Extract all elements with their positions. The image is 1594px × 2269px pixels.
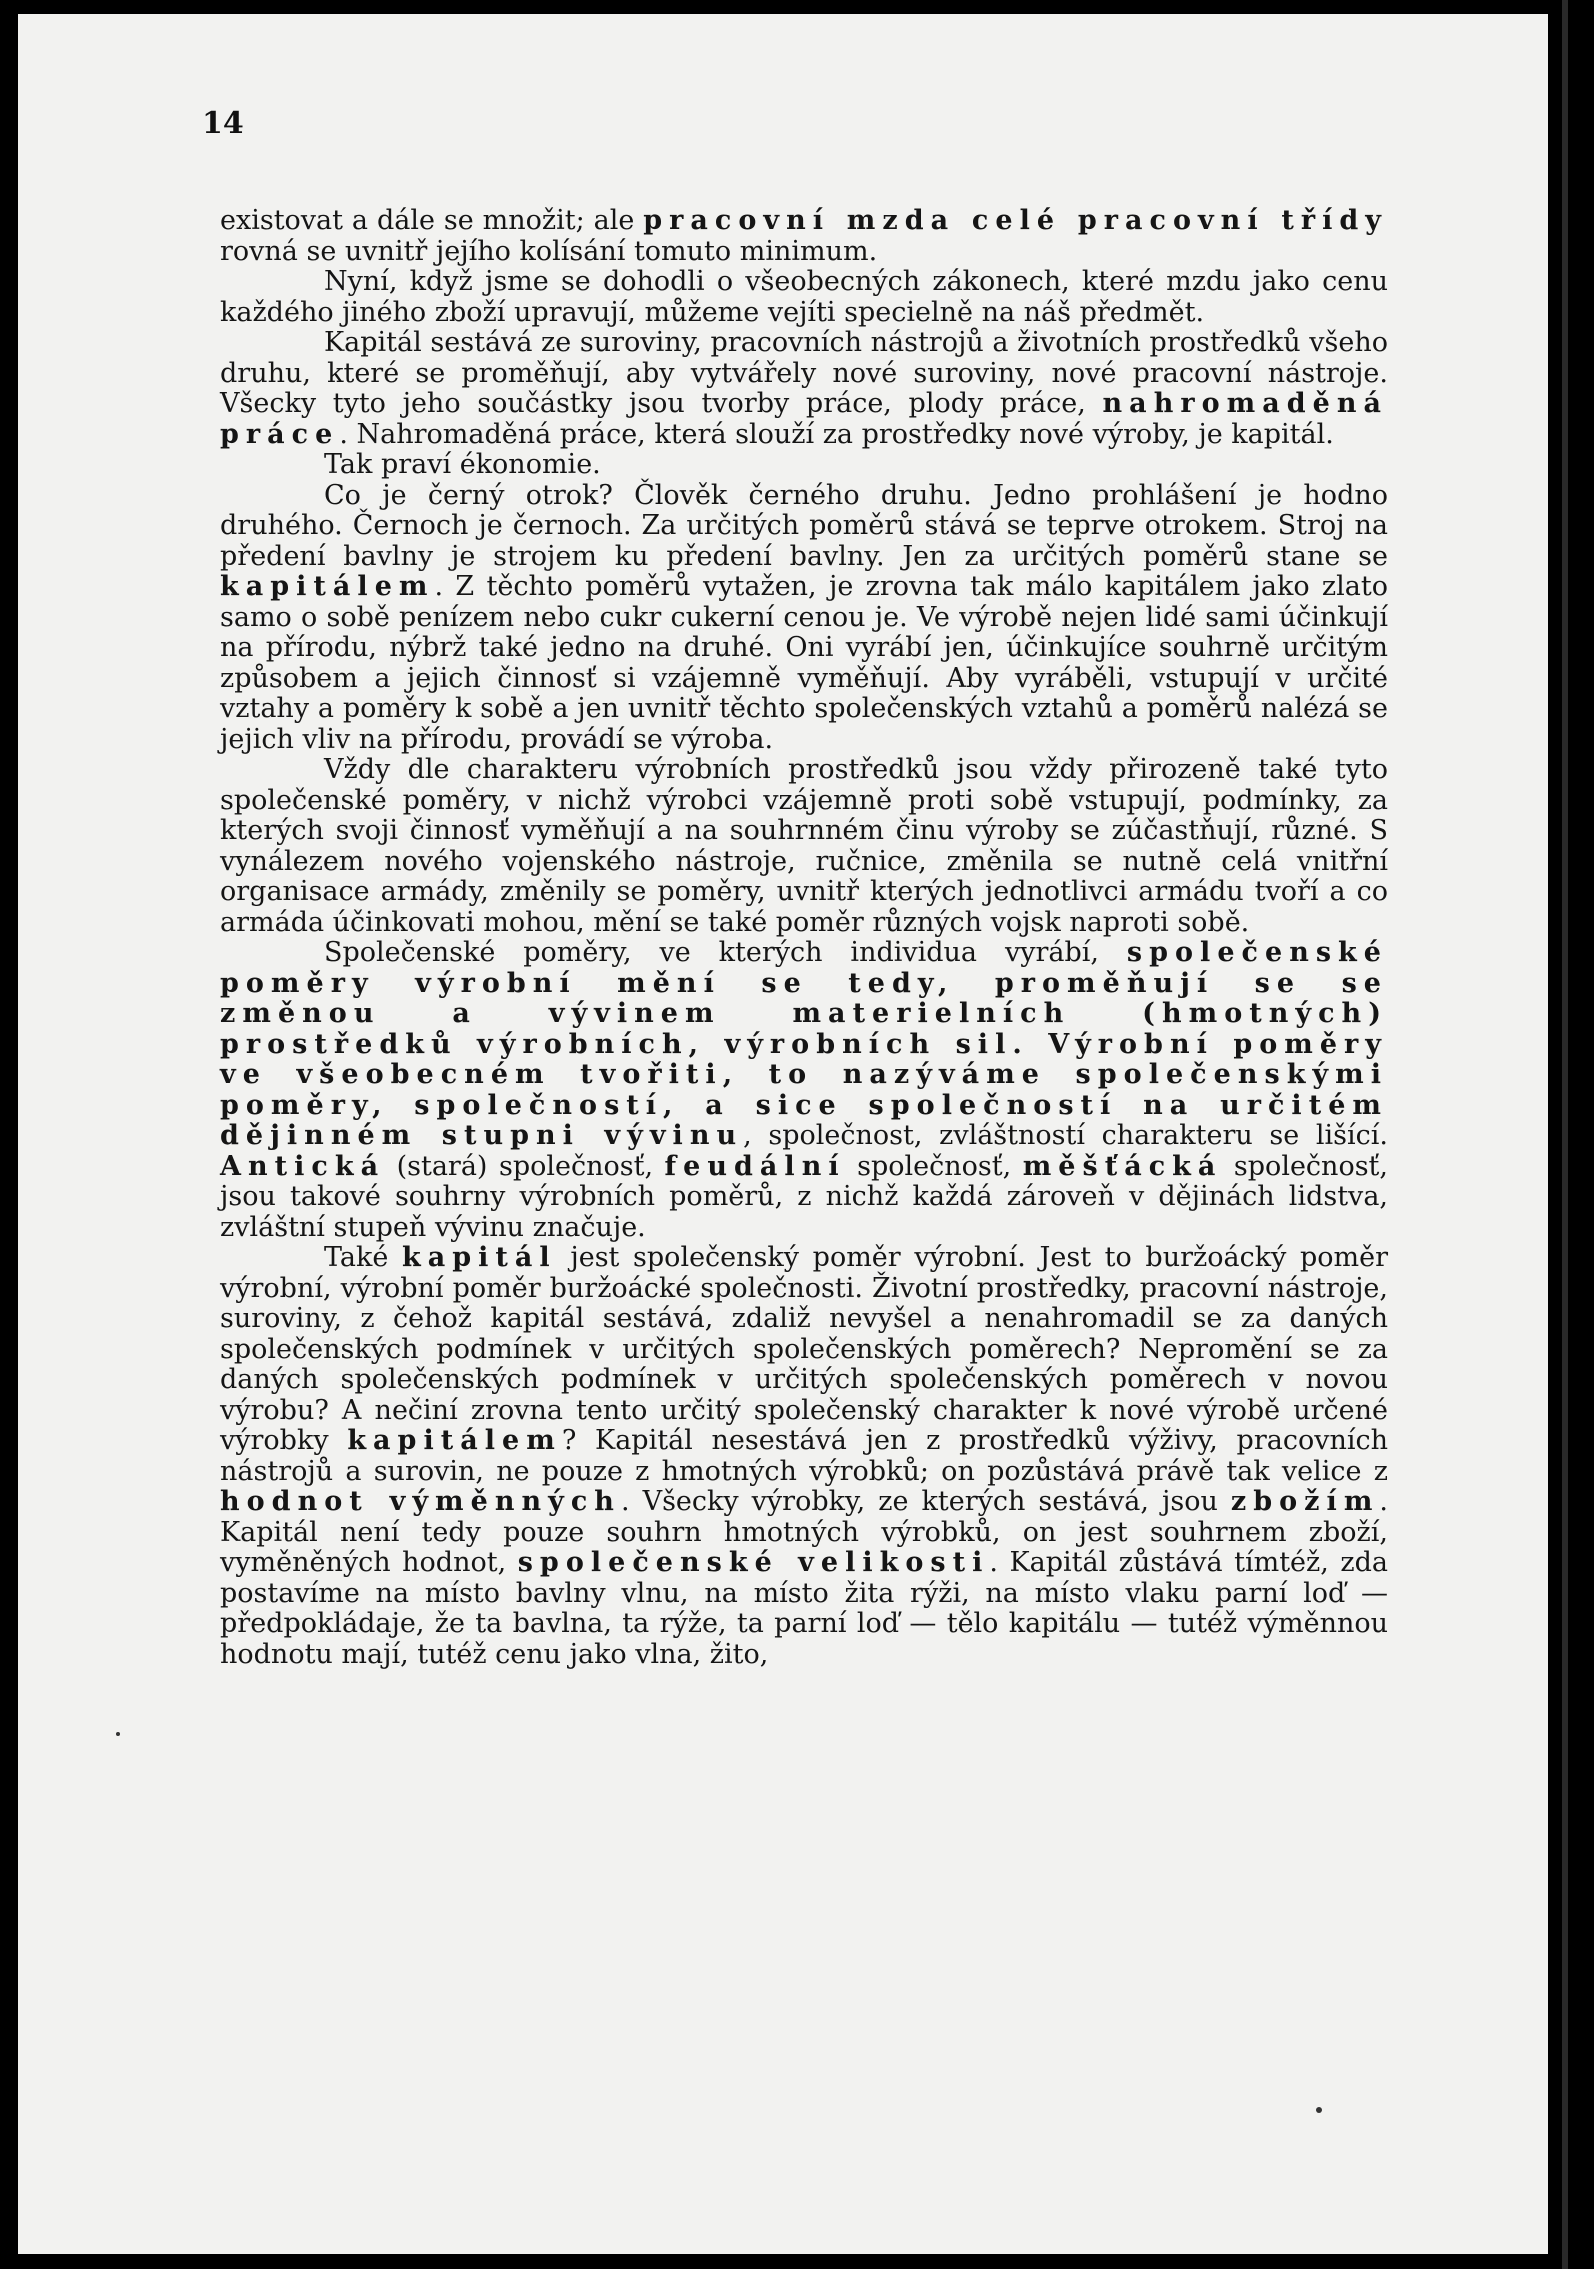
text-run: jest společenský poměr výrobní. Jest to buržoácký poměr výrobní, výrobní poměr buržoácké společnosti. Životní prostředky, pracovní nástroje, suroviny, z čehož kapitál sestává, zdaliž nevyšel a nenahromadil se za daných společenských podmínek v určitých společenských poměrech? Nepromění se za daných společenských podmínek v určitých společenských poměrech v novou výrobu? A nečiní zrovna tento určitý společenský charakter k nové výrobě určené výrobky — [220, 1242, 1388, 1456]
text-run: Co je černý otrok? Člověk černého druhu. Jedno prohlášení je hodno druhého. Černoch je černoch. Za určitých poměrů stává se teprve otrokem. Stroj na předení bavlny je strojem ku předení bavlny. Jen za určitých poměrů stane se — [220, 479, 1388, 572]
scan-speck — [1316, 2107, 1322, 2113]
text-run: . Nahromaděná práce, která slouží za prostředky nové výroby, je kapitál. — [339, 418, 1334, 450]
text-run: Vždy dle charakteru výrobních prostředků jsou vždy přirozeně také tyto společenské poměry, v nichž výrobci vzájemně proti sobě vstupují, podmínky, za kterých svoji činnosť vyměňují a na souhrnném činu výroby se zúčastňují, různé. S vynálezem nového vojenského nástroje, ručnice, změnila se nutně celá vnitřní organisace armády, změnily se poměry, uvnitř kterých jednotlivci armádu tvoří a co armáda účinkovati mohou, mění se také poměr různých vojsk naproti sobě. — [220, 754, 1388, 938]
text-run: . Kapitál není tedy pouze souhrn hmotných výrobků, on jest souhrnem zboží, vyměněných hodnot, — [220, 1486, 1388, 1578]
paragraph — [220, 328, 1388, 450]
text-run: (stará) společnosť, — [385, 1150, 665, 1182]
paragraph — [220, 267, 1388, 328]
emphasized-text: Antická — [220, 1150, 386, 1182]
emphasized-text: pracovní mzda celé pracovní třídy — [643, 205, 1388, 236]
text-run: ? Kapitál nesestává jen z prostředků výživy, pracovních nástrojů a surovin, ne pouze z hmotných výrobků; on pozůstává právě tak velice z — [220, 1425, 1388, 1487]
paragraph — [220, 481, 1388, 756]
scan-edge-stripe — [1562, 0, 1568, 2269]
emphasized-text: společenské velikosti — [517, 1547, 990, 1578]
paragraph — [220, 938, 1388, 1243]
scan-right-edge — [1548, 0, 1594, 2269]
body-text — [220, 206, 1388, 1670]
emphasized-text: hodnot výměnných — [220, 1486, 621, 1517]
text-run: společnosť, — [845, 1150, 1023, 1182]
paragraph — [220, 755, 1388, 938]
text-run: Tak praví ékonomie. — [324, 449, 601, 480]
emphasized-text: kapitálem — [347, 1425, 562, 1456]
text-run: společnosť, jsou takové souhrny výrobních poměrů, z nichž každá zároveň v dějinách lidstva, zvláštní stupeň vývinu značuje. — [220, 1150, 1388, 1243]
text-run: existovat a dále se množit; ale — [220, 205, 644, 236]
emphasized-text: kapitál — [402, 1242, 557, 1273]
text-run: rovná se uvnitř jejího kolísání tomuto minimum. — [220, 235, 878, 267]
emphasized-text: nahromaděná práce — [220, 388, 1388, 450]
emphasized-text: společenské poměry výrobní mění se tedy, proměňují se se změnou a vývinem materielních (hmotných) prostředků výrobních, výrobních sil. Výrobní poměry ve všeobecném tvořiti, to nazýváme společenskými poměry, společností, a sice společností na určitém dějinném stupni vývinu — [220, 937, 1388, 1151]
book-page — [18, 14, 1548, 2254]
text-run: Také — [324, 1242, 402, 1273]
emphasized-text: feudální — [664, 1150, 846, 1182]
text-run: Kapitál sestává ze suroviny, pracovních nástrojů a životních prostředků všeho druhu, které se proměňují, aby vytvářely nové suroviny, nové pracovní nástroje. Všecky tyto jeho součástky jsou tvorby práce, plody práce, — [220, 327, 1388, 419]
text-run: . Z těchto poměrů vytažen, je zrovna tak málo kapitálem jako zlato samo o sobě penízem nebo cukr cukerní cenou je. Ve výrobě nejen lidé sami účinkují na přírodu, nýbrž také jedno na druhé. Oni vyrábí jen, účinkujíce souhrně určitým způsobem a jejich činnosť si vzájemně vyměňují. Aby vyráběli, vstupují v určité vztahy a poměry k sobě a jen uvnitř těchto společenských vztahů a poměrů nalézá se jejich vliv na přírodu, provádí se výroba. — [220, 571, 1388, 755]
text-run: . Všecky výrobky, ze kterých sestává, jsou — [620, 1486, 1231, 1517]
scan-speck — [116, 1732, 120, 1736]
paragraph — [220, 450, 1388, 481]
text-run: Společenské poměry, ve kterých individua vyrábí, — [324, 937, 1127, 968]
emphasized-text: zbožím — [1230, 1486, 1380, 1517]
page-number: 14 — [202, 106, 244, 141]
emphasized-text: měšťácká — [1022, 1150, 1223, 1182]
paragraph — [220, 1243, 1388, 1670]
text-run: Nyní, když jsme se dohodli o všeobecných zákonech, které mzdu jako cenu každého jiného zboží upravují, můžeme vejíti specielně na náš předmět. — [220, 266, 1388, 328]
emphasized-text: kapitálem — [220, 571, 435, 602]
paragraph — [220, 206, 1388, 267]
text-run: . Kapitál zůstává tímtéž, zda postavíme na místo bavlny vlnu, na místo žita rýži, na místo vlaku parní loď — předpokládaje, že ta bavlna, ta rýže, ta parní loď — tělo kapitálu — tutéž výměnnou hodnotu mají, tutéž cenu jako vlna, žito, — [220, 1547, 1388, 1670]
text-run: , společnost, zvláštností charakteru se lišící. — [743, 1120, 1389, 1151]
